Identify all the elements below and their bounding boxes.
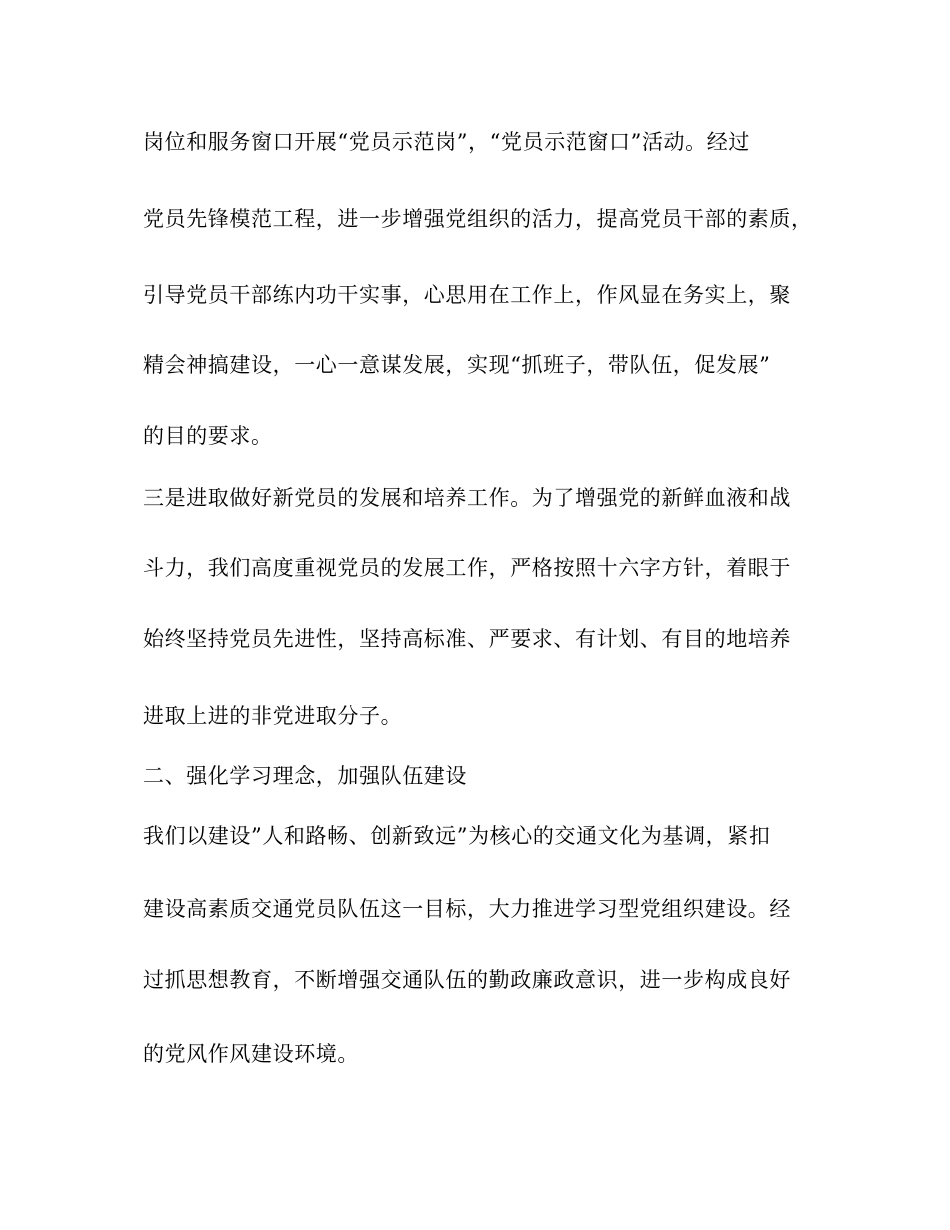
- paragraph-line: 引导党员干部练内功干实事，心思用在工作上，作风显在务实上，聚: [143, 283, 791, 307]
- paragraph-line: 的党风作风建设环境。: [143, 1042, 359, 1066]
- paragraph-line: 始终坚持党员先进性，坚持高标准、严要求、有计划、有目的地培养: [143, 627, 791, 651]
- paragraph-line: 斗力，我们高度重视党员的发展工作，严格按照十六字方针，着眼于: [143, 556, 791, 580]
- paragraph-line: 党员先锋模范工程，进一步增强党组织的活力，提高党员干部的素质，: [143, 207, 813, 231]
- paragraph-line: 我们以建设”人和路畅、创新致远”为核心的交通文化为基调，紧扣: [143, 824, 771, 848]
- paragraph-line: 岗位和服务窗口开展“党员示范岗”，“党员示范窗口”活动。经过: [143, 130, 750, 154]
- paragraph-line: 进取上进的非党进取分子。: [143, 704, 403, 728]
- paragraph-line: 的目的要求。: [143, 424, 273, 448]
- section-heading: 二、强化学习理念，加强队伍建设: [143, 764, 467, 788]
- paragraph-line: 过抓思想教育，不断增强交通队伍的勤政廉政意识，进一步构成良好: [143, 968, 791, 992]
- paragraph-line: 建设高素质交通党员队伍这一目标，大力推进学习型党组织建设。经: [143, 897, 791, 921]
- paragraph-line: 三是进取做好新党员的发展和培养工作。为了增强党的新鲜血液和战: [143, 486, 791, 510]
- paragraph-line: 精会神搞建设，一心一意谋发展，实现“抓班子，带队伍，促发展”: [143, 353, 771, 377]
